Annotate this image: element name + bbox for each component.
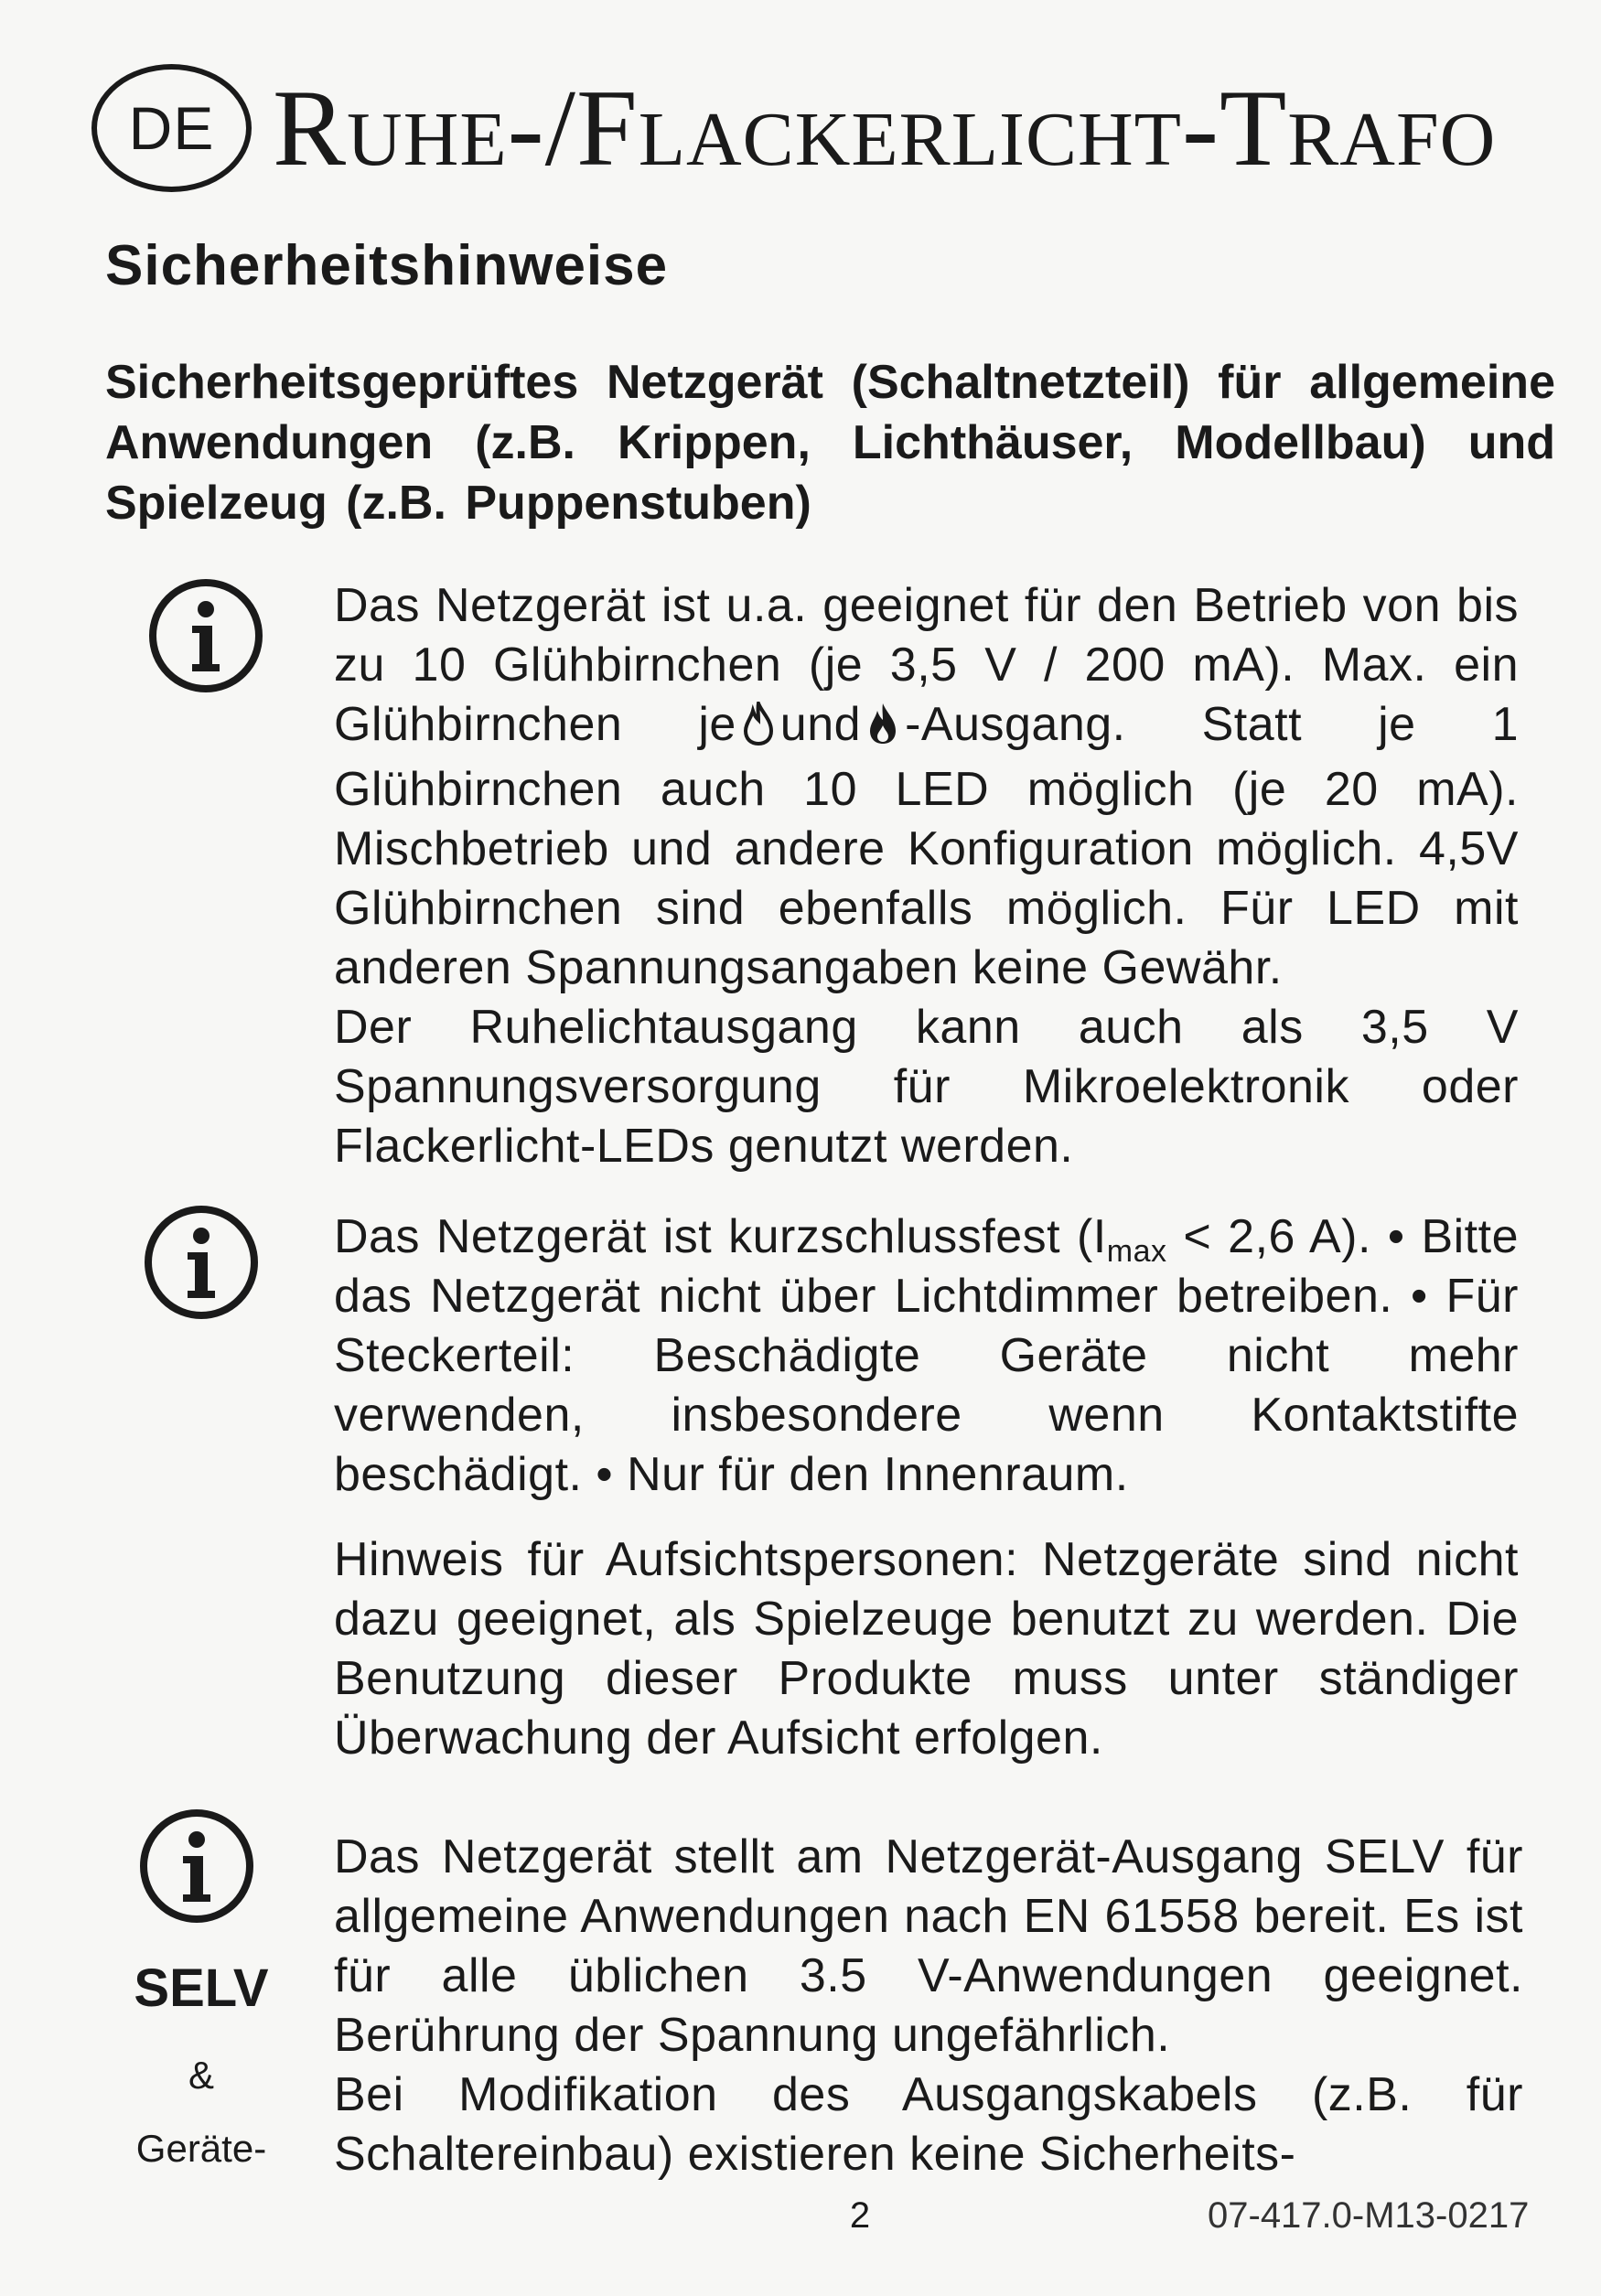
ampersand-label: &	[188, 2054, 214, 2097]
steady-output-paragraph: Der Ruhelichtausgang kann auch als 3,5 V Spannungsversorgung für Mikroelektronik oder Flackerlicht-LEDs genutzt werden.	[334, 1001, 1519, 1173]
info-icon	[142, 1203, 261, 1322]
info-block-selv	[334, 1828, 1523, 2184]
page-number: 2	[849, 2195, 871, 2236]
document-code: 07-417.0-M13-0217	[1208, 2195, 1530, 2236]
supervisor-note: Hinweis für Aufsichtspersonen: Netzgeräte sind nicht dazu geeignet, als Spielzeuge benutzt zu werden. Die Benutzung dieser Produkte muss unter ständiger Überwachung der Aufsicht erfolgen.	[334, 1533, 1519, 1765]
lamps-text-c: -Ausgang. Statt je 1 Glühbirnchen auch 10 LED möglich (je 20 mA). Mischbetrieb und andere Konfiguration möglich. 4,5V Glühbirnchen sind ebenfalls möglich. Für LED mit anderen Spannungsangaben keine Gewähr.	[334, 698, 1519, 994]
modification-paragraph: Bei Modifikation des Ausgangskabels (z.B. für Schaltereinbau) existieren keine Sicherheits-	[334, 2068, 1523, 2181]
language-badge: DE	[91, 64, 252, 192]
info-icon	[146, 576, 265, 695]
flame-outline-icon	[742, 701, 775, 760]
lamps-text-a: Das Netzgerät ist u.a. geeignet für den Betrieb von bis zu 10 Glühbirnchen (je 3,5 V / 200 mA). Max. ein Glühbirnchen je	[334, 579, 1519, 751]
lamps-paragraph	[334, 576, 1519, 998]
safety-text-a: Das Netzgerät ist kurzschlussfest (I	[334, 1210, 1107, 1263]
intro-paragraph: Sicherheitsgeprüftes Netzgerät (Schaltnetzteil) für allgemeine Anwendungen (z.B. Krippen, Lichthäuser, Modellbau) und Spielzeug (z.B. Puppenstuben)	[105, 356, 1555, 530]
flame-filled-icon	[866, 701, 899, 760]
selv-paragraph: Das Netzgerät stellt am Netzgerät-Ausgang SELV für allgemeine Anwendungen nach EN 61558 bereit. Es ist für alle üblichen 3.5 V-Anwendungen geeignet. Berührung der Spannung ungefährlich.	[334, 1830, 1523, 2062]
info-block-lamps	[334, 576, 1519, 1176]
document-title: Ruhe-/Flackerlicht-Trafo	[273, 67, 1497, 188]
safety-paragraph	[334, 1207, 1519, 1505]
info-block-safety	[334, 1207, 1519, 1768]
header	[91, 55, 1537, 201]
info-icon	[137, 1807, 256, 1926]
geraete-label: Geräte-	[135, 2127, 267, 2170]
section-title: Sicherheitshinweise	[105, 234, 669, 297]
selv-label: SELV	[134, 1958, 269, 2018]
imax-subscript: max	[1106, 1234, 1167, 1269]
lamps-text-b: und	[779, 698, 862, 751]
safety-text-b: < 2,6 A). • Bitte das Netzgerät nicht über Lichtdimmer betreiben. • Für Steckerteil: Beschädigte Geräte nicht mehr verwenden, insbesondere wenn Kontaktstifte beschädigt. • Nur für den Innenraum.	[334, 1210, 1519, 1501]
